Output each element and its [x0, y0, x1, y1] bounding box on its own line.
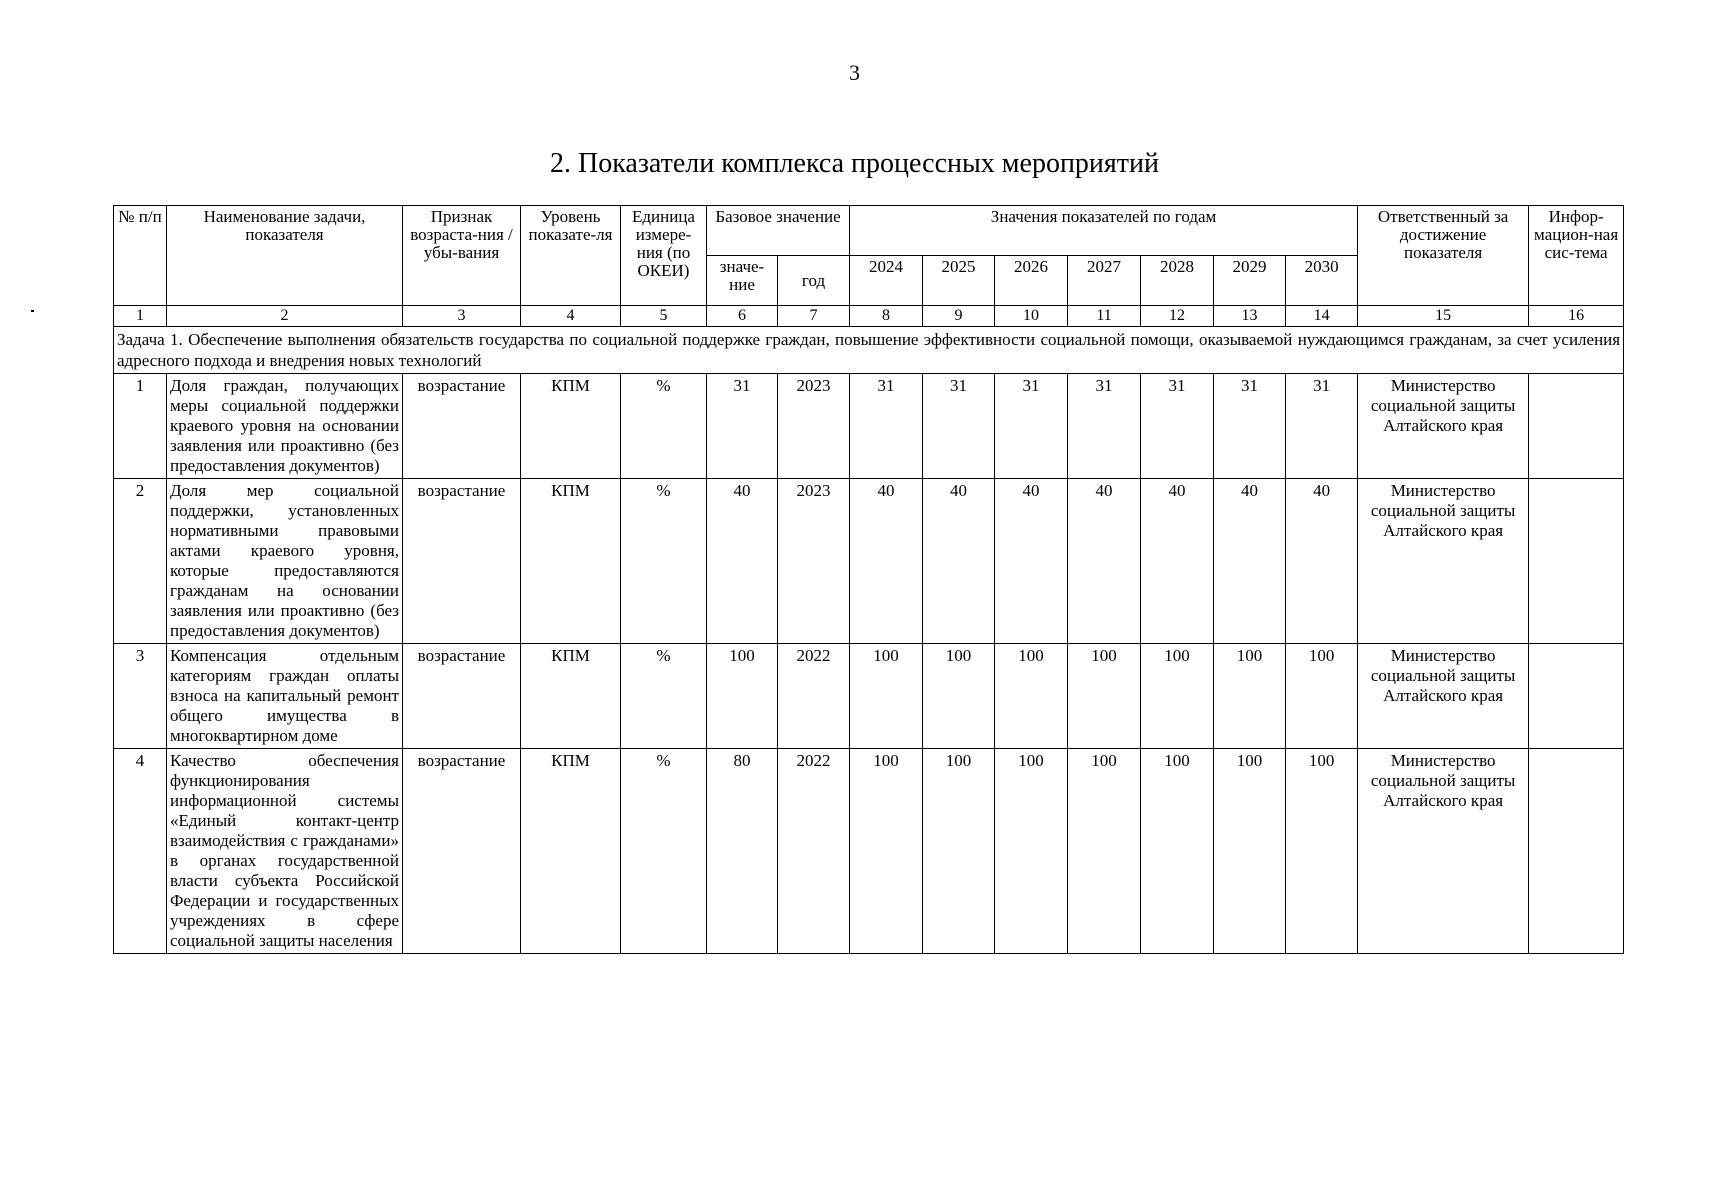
unit: % — [621, 749, 707, 954]
info-system — [1529, 479, 1624, 644]
row-num: 1 — [114, 374, 167, 479]
trend: возрастание — [403, 479, 521, 644]
base-value: 100 — [707, 644, 778, 749]
level: КПМ — [521, 749, 621, 954]
header-unit: Единица измере-ния (по ОКЕИ) — [621, 206, 707, 306]
level: КПМ — [521, 644, 621, 749]
year-value: 31 — [850, 374, 923, 479]
indicator-name: Качество обеспечения функционирования информационной системы «Единый контакт-центр взаимодействия с гражданами» в органах государственной власти субъекта Российской Федерации и государственных учреждениях в сфере социальной защиты населения — [167, 749, 403, 954]
base-year: 2022 — [778, 644, 850, 749]
trend: возрастание — [403, 374, 521, 479]
trend: возрастание — [403, 644, 521, 749]
column-number: 5 — [621, 306, 707, 327]
trend: возрастание — [403, 749, 521, 954]
indicator-name: Доля мер социальной поддержки, установленных нормативными правовыми актами краевого уровня, которые предоставляются гражданам на основании заявления или проактивно (без предоставления документов) — [167, 479, 403, 644]
header-year: 2027 — [1068, 256, 1141, 306]
header-trend: Признак возраста-ния / убы-вания — [403, 206, 521, 306]
year-value: 100 — [1214, 644, 1286, 749]
header-responsible: Ответственный за достижение показателя — [1358, 206, 1529, 306]
responsible: Министерство социальной защиты Алтайского края — [1358, 479, 1529, 644]
info-system — [1529, 374, 1624, 479]
level: КПМ — [521, 374, 621, 479]
year-value: 100 — [923, 749, 995, 954]
column-number: 11 — [1068, 306, 1141, 327]
column-number: 10 — [995, 306, 1068, 327]
year-value: 100 — [1141, 644, 1214, 749]
task-row — [114, 327, 1624, 374]
header-year: 2025 — [923, 256, 995, 306]
table-row — [114, 374, 1624, 479]
responsible: Министерство социальной защиты Алтайского края — [1358, 374, 1529, 479]
year-value: 100 — [923, 644, 995, 749]
year-value: 100 — [850, 749, 923, 954]
column-number: 6 — [707, 306, 778, 327]
year-value: 100 — [1068, 644, 1141, 749]
page-number: 3 — [849, 60, 860, 85]
header-year: 2030 — [1286, 256, 1358, 306]
header-years-group: Значения показателей по годам — [850, 206, 1358, 256]
table-row — [114, 479, 1624, 644]
row-num: 4 — [114, 749, 167, 954]
indicator-name: Доля граждан, получающих меры социальной поддержки краевого уровня на основании заявления или проактивно (без предоставления документов) — [167, 374, 403, 479]
responsible: Министерство социальной защиты Алтайского края — [1358, 644, 1529, 749]
unit: % — [621, 644, 707, 749]
year-value: 31 — [1286, 374, 1358, 479]
table-row — [114, 749, 1624, 954]
header-info-system: Инфор-мацион-ная сис-тема — [1529, 206, 1624, 306]
table-row — [114, 644, 1624, 749]
year-value: 100 — [1286, 644, 1358, 749]
year-value: 40 — [1068, 479, 1141, 644]
base-year: 2023 — [778, 479, 850, 644]
column-numbers-row — [114, 306, 1624, 327]
header-level: Уровень показате-ля — [521, 206, 621, 306]
year-value: 31 — [923, 374, 995, 479]
section-title: 2. Показатели комплекса процессных мероприятий — [549, 148, 1159, 179]
year-value: 40 — [995, 479, 1068, 644]
header-num: № п/п — [114, 206, 167, 306]
year-value: 40 — [1141, 479, 1214, 644]
header-year: 2028 — [1141, 256, 1214, 306]
year-value: 100 — [850, 644, 923, 749]
column-number: 16 — [1529, 306, 1624, 327]
column-number: 13 — [1214, 306, 1286, 327]
year-value: 31 — [1141, 374, 1214, 479]
column-number: 15 — [1358, 306, 1529, 327]
header-year: 2026 — [995, 256, 1068, 306]
year-value: 31 — [1214, 374, 1286, 479]
unit: % — [621, 479, 707, 644]
row-num: 3 — [114, 644, 167, 749]
responsible: Министерство социальной защиты Алтайского края — [1358, 749, 1529, 954]
column-number: 1 — [114, 306, 167, 327]
base-value: 31 — [707, 374, 778, 479]
unit: % — [621, 374, 707, 479]
year-value: 40 — [850, 479, 923, 644]
year-value: 40 — [1286, 479, 1358, 644]
header-year: 2029 — [1214, 256, 1286, 306]
year-value: 100 — [1141, 749, 1214, 954]
base-value: 80 — [707, 749, 778, 954]
base-value: 40 — [707, 479, 778, 644]
base-year: 2022 — [778, 749, 850, 954]
year-value: 100 — [1286, 749, 1358, 954]
year-value: 40 — [1214, 479, 1286, 644]
column-number: 12 — [1141, 306, 1214, 327]
column-number: 9 — [923, 306, 995, 327]
info-system — [1529, 749, 1624, 954]
header-base: Базовое значение — [707, 206, 850, 256]
column-number: 7 — [778, 306, 850, 327]
column-number: 2 — [167, 306, 403, 327]
info-system — [1529, 644, 1624, 749]
year-value: 40 — [923, 479, 995, 644]
indicators-table — [113, 205, 1624, 954]
year-value: 100 — [995, 644, 1068, 749]
level: КПМ — [521, 479, 621, 644]
header-base-year: год — [778, 256, 850, 306]
column-number: 8 — [850, 306, 923, 327]
year-value: 31 — [995, 374, 1068, 479]
year-value: 100 — [995, 749, 1068, 954]
year-value: 100 — [1068, 749, 1141, 954]
header-year: 2024 — [850, 256, 923, 306]
column-number: 14 — [1286, 306, 1358, 327]
column-number: 4 — [521, 306, 621, 327]
task-text: Задача 1. Обеспечение выполнения обязательств государства по социальной поддержке граждан, повышение эффективности социальной помощи, оказываемой нуждающимся гражданам, за счет усиления адресного подхода и внедрения новых технологий — [114, 327, 1624, 374]
column-number: 3 — [403, 306, 521, 327]
base-year: 2023 — [778, 374, 850, 479]
year-value: 100 — [1214, 749, 1286, 954]
row-num: 2 — [114, 479, 167, 644]
stray-mark — [31, 310, 34, 312]
indicator-name: Компенсация отдельным категориям граждан оплаты взноса на капитальный ремонт общего имущества в многоквартирном доме — [167, 644, 403, 749]
header-base-value: значе-ние — [707, 256, 778, 306]
year-value: 31 — [1068, 374, 1141, 479]
header-name: Наименование задачи, показателя — [167, 206, 403, 306]
